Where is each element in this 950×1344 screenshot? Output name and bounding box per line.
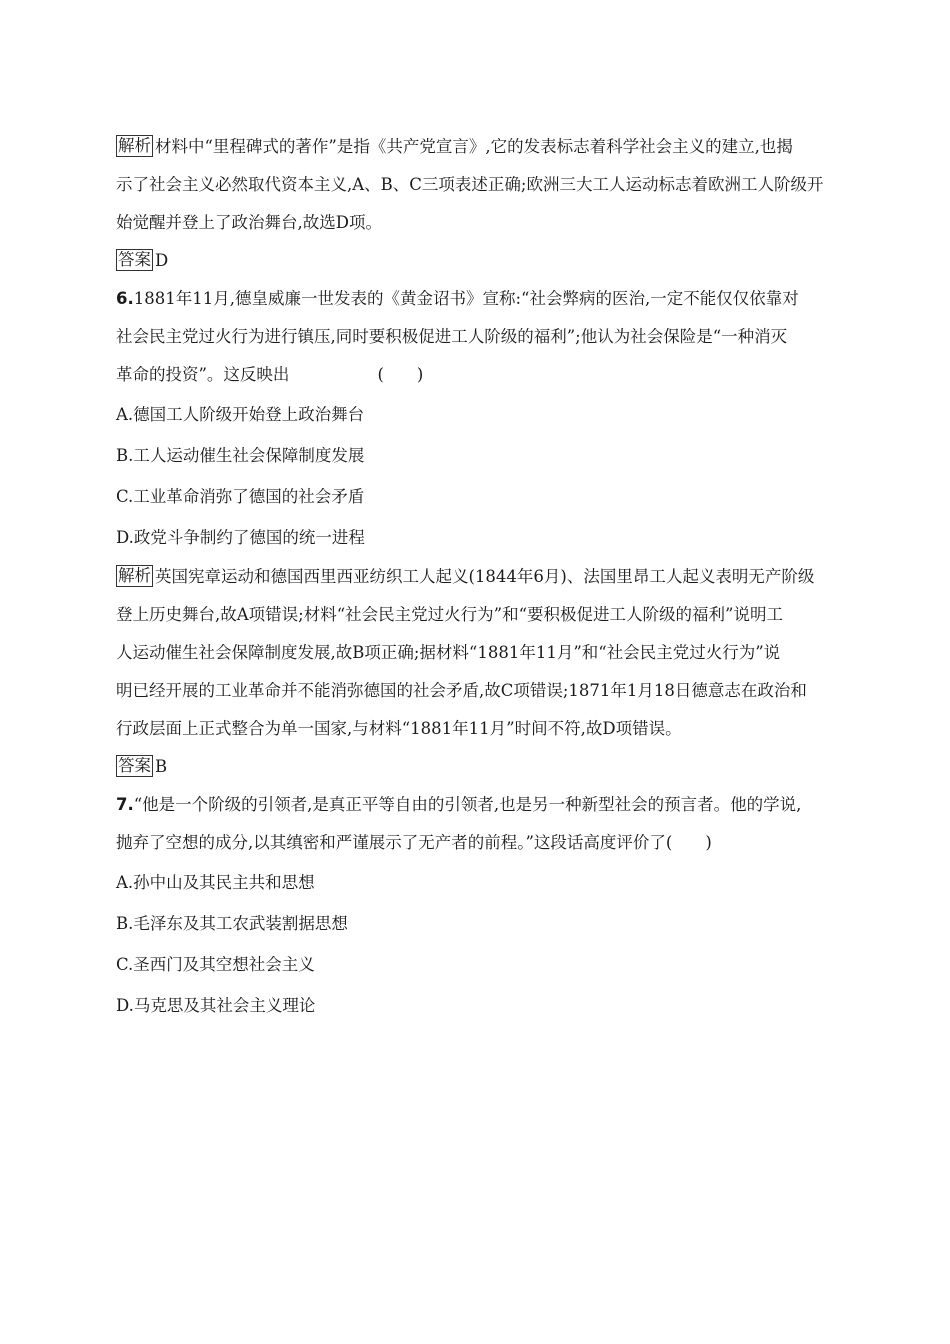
analysis-tag: 解析	[118, 136, 151, 155]
analysis-block-5	[116, 128, 836, 242]
analysis-block-6	[116, 558, 836, 748]
question-number: 7.	[116, 795, 134, 814]
question-stem-line: 社会民主党过火行为进行镇压,同时要积极促进工人阶级的福利”;他认为社会保险是“一种消灭	[116, 327, 788, 346]
answer-line-5	[116, 242, 836, 280]
analysis-line: 行政层面上正式整合为单一国家,与材料“1881年11月”时间不符,故D项错误。	[116, 719, 682, 738]
question-stem-line: 1881年11月,德皇威廉一世发表的《黄金诏书》宣称:“社会弊病的医治,一定不能仅仅依靠对	[133, 289, 799, 308]
question-7	[116, 786, 836, 1026]
question-stem-line: 抛弃了空想的成分,以其缜密和严谨展示了无产者的前程。”这段话高度评价了( )	[116, 833, 712, 852]
option-d: D.政党斗争制约了德国的统一进程	[116, 528, 365, 547]
analysis-line: 英国宪章运动和德国西里西亚纺织工人起义(1844年6月)、法国里昂工人起义表明无产阶级	[155, 567, 815, 586]
analysis-line: 示了社会主义必然取代资本主义,A、B、C三项表述正确;欧洲三大工人运动标志着欧洲工人阶级开	[116, 175, 824, 194]
answer-value: B	[155, 757, 168, 776]
answer-bracket: ( )	[377, 365, 424, 384]
option-a: A.孙中山及其民主共和思想	[116, 873, 315, 892]
option-c: C.圣西门及其空想社会主义	[116, 955, 315, 974]
question-stem-line: 革命的投资”。这反映出	[116, 365, 290, 384]
question-stem-line: “他是一个阶级的引领者,是真正平等自由的引领者,也是另一种新型社会的预言者。他的学说,	[133, 795, 802, 814]
option-d: D.马克思及其社会主义理论	[116, 996, 316, 1015]
answer-value: D	[155, 251, 169, 270]
answer-line-6	[116, 748, 836, 786]
answer-tag: 答案	[118, 250, 151, 269]
analysis-line: 登上历史舞台,故A项错误;材料“社会民主党过火行为”和“要积极促进工人阶级的福利”说明工	[116, 605, 783, 624]
option-c: C.工业革命消弥了德国的社会矛盾	[116, 487, 365, 506]
document-page	[116, 128, 836, 1026]
question-number: 6.	[116, 289, 134, 308]
option-b: B.工人运动催生社会保障制度发展	[116, 446, 365, 465]
question-6	[116, 280, 836, 558]
analysis-tag: 解析	[118, 566, 151, 585]
analysis-line: 始觉醒并登上了政治舞台,故选D项。	[116, 213, 382, 232]
option-b: B.毛泽东及其工农武装割据思想	[116, 914, 348, 933]
analysis-line: 明已经开展的工业革命并不能消弥德国的社会矛盾,故C项错误;1871年1月18日德意志在政治和	[116, 681, 807, 700]
analysis-line: 人运动催生社会保障制度发展,故B项正确;据材料“1881年11月”和“社会民主党过火行为”说	[116, 643, 781, 662]
analysis-line: 材料中“里程碑式的著作”是指《共产党宣言》,它的发表标志着科学社会主义的建立,也揭	[155, 137, 793, 156]
answer-tag: 答案	[118, 756, 151, 775]
option-a: A.德国工人阶级开始登上政治舞台	[116, 405, 365, 424]
